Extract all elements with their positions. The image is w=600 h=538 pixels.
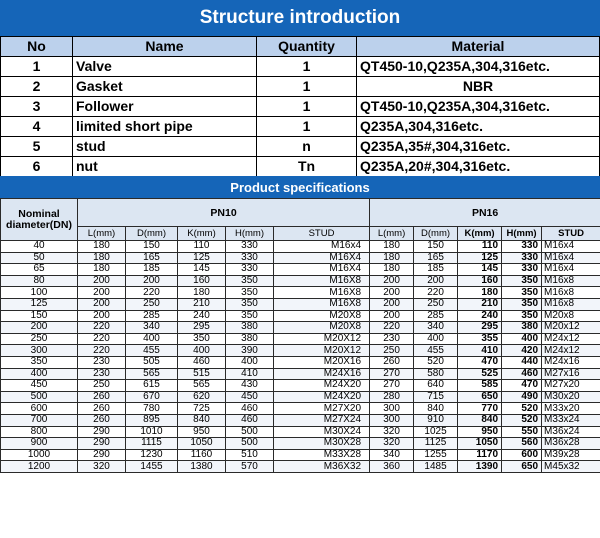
pn16-d-cell: 250	[414, 298, 458, 310]
part-material: QT450-10,Q235A,304,316etc.	[357, 97, 600, 117]
pn10-h-cell: 380	[226, 333, 274, 345]
pn16-h-cell: 330	[502, 252, 542, 264]
pn16-d-cell: 1255	[414, 449, 458, 461]
part-quantity: 1	[257, 97, 357, 117]
part-name: Follower	[73, 97, 257, 117]
pn10-d-cell: 1010	[126, 426, 178, 438]
pn10-l-cell: 290	[78, 426, 126, 438]
spec-row	[1, 438, 600, 450]
pn10-d-cell: 185	[126, 264, 178, 276]
pn10-h-cell: 390	[226, 345, 274, 357]
pn10-k-cell: 295	[178, 322, 226, 334]
pn16-l-cell: 200	[370, 310, 414, 322]
pn10-stud-cell: M16X8	[274, 275, 370, 287]
dn-cell: 700	[1, 414, 78, 426]
pn16-k-cell: 470	[458, 356, 502, 368]
pn10-k-cell: 1050	[178, 438, 226, 450]
pn16-l-cell: 280	[370, 391, 414, 403]
specs-table	[0, 198, 600, 473]
pn16-l-cell: 200	[370, 275, 414, 287]
structure-row	[1, 157, 600, 177]
pn16-k-cell: 240	[458, 310, 502, 322]
pn10-stud-cell: M16X4	[274, 252, 370, 264]
pn10-stud-cell: M24X16	[274, 368, 370, 380]
pn10-k-cell: 1380	[178, 461, 226, 473]
pn10-header: PN10	[78, 199, 370, 227]
part-no: 6	[1, 157, 73, 177]
pn10-d-cell: 1455	[126, 461, 178, 473]
structure-table	[0, 36, 600, 177]
pn16-k-cell: 840	[458, 414, 502, 426]
pn16-d-cell: 185	[414, 264, 458, 276]
pn16-d-cell: 200	[414, 275, 458, 287]
dn-cell: 900	[1, 438, 78, 450]
pn16-h-cell: 560	[502, 438, 542, 450]
pn16-k-cell: 650	[458, 391, 502, 403]
pn16-k-cell: 410	[458, 345, 502, 357]
dn-cell: 300	[1, 345, 78, 357]
spec-row	[1, 461, 600, 473]
pn10-col-header: K(mm)	[178, 227, 226, 241]
pn10-col-header: L(mm)	[78, 227, 126, 241]
pn16-l-cell: 200	[370, 298, 414, 310]
dn-cell: 50	[1, 252, 78, 264]
pn16-l-cell: 320	[370, 426, 414, 438]
pn10-h-cell: 410	[226, 368, 274, 380]
part-name: Gasket	[73, 77, 257, 97]
pn16-stud-cell: M16x8	[542, 298, 600, 310]
pn10-stud-cell: M16X4	[274, 264, 370, 276]
pn10-l-cell: 260	[78, 403, 126, 415]
part-name: stud	[73, 137, 257, 157]
pn16-stud-cell: M27x16	[542, 368, 600, 380]
pn10-d-cell: 565	[126, 368, 178, 380]
pn10-l-cell: 180	[78, 252, 126, 264]
pn16-stud-cell: M16x4	[542, 264, 600, 276]
pn16-stud-cell: M33x24	[542, 414, 600, 426]
part-quantity: Tn	[257, 157, 357, 177]
pn16-l-cell: 260	[370, 356, 414, 368]
pn16-k-cell: 770	[458, 403, 502, 415]
pn10-k-cell: 125	[178, 252, 226, 264]
spec-row	[1, 403, 600, 415]
pn16-l-cell: 230	[370, 333, 414, 345]
pn10-col-header: H(mm)	[226, 227, 274, 241]
structure-row	[1, 137, 600, 157]
pn10-h-cell: 350	[226, 310, 274, 322]
dn-cell: 200	[1, 322, 78, 334]
pn16-d-cell: 340	[414, 322, 458, 334]
spec-row	[1, 426, 600, 438]
pn16-stud-cell: M45x32	[542, 461, 600, 473]
pn16-stud-cell: M24x12	[542, 345, 600, 357]
pn10-d-cell: 250	[126, 298, 178, 310]
pn16-stud-cell: M33x20	[542, 403, 600, 415]
dn-cell: 450	[1, 380, 78, 392]
pn10-stud-cell: M16X8	[274, 298, 370, 310]
pn16-h-cell: 330	[502, 264, 542, 276]
pn10-d-cell: 505	[126, 356, 178, 368]
pn16-h-cell: 490	[502, 391, 542, 403]
dn-cell: 100	[1, 287, 78, 299]
pn16-h-cell: 460	[502, 368, 542, 380]
pn10-l-cell: 220	[78, 345, 126, 357]
pn10-d-cell: 400	[126, 333, 178, 345]
specs-group-row	[1, 199, 600, 227]
header-no: No	[1, 37, 73, 57]
pn16-d-cell: 1125	[414, 438, 458, 450]
structure-row	[1, 117, 600, 137]
pn16-d-cell: 580	[414, 368, 458, 380]
dn-cell: 600	[1, 403, 78, 415]
pn16-h-cell: 350	[502, 275, 542, 287]
dn-cell: 500	[1, 391, 78, 403]
pn16-stud-cell: M36x28	[542, 438, 600, 450]
pn16-k-cell: 110	[458, 241, 502, 253]
pn10-l-cell: 200	[78, 287, 126, 299]
header-name: Name	[73, 37, 257, 57]
pn16-stud-cell: M27x20	[542, 380, 600, 392]
pn10-l-cell: 200	[78, 275, 126, 287]
pn16-h-cell: 350	[502, 310, 542, 322]
pn10-l-cell: 260	[78, 391, 126, 403]
pn10-l-cell: 200	[78, 310, 126, 322]
spec-row	[1, 368, 600, 380]
pn16-l-cell: 180	[370, 264, 414, 276]
spec-row	[1, 356, 600, 368]
pn16-stud-cell: M39x28	[542, 449, 600, 461]
nominal-header: Nominal diameter(DN)	[1, 199, 78, 241]
pn10-h-cell: 330	[226, 241, 274, 253]
pn16-stud-cell: M16x8	[542, 287, 600, 299]
part-no: 1	[1, 57, 73, 77]
pn16-k-cell: 1170	[458, 449, 502, 461]
pn10-k-cell: 145	[178, 264, 226, 276]
pn16-h-cell: 440	[502, 356, 542, 368]
pn10-h-cell: 330	[226, 252, 274, 264]
pn10-k-cell: 1160	[178, 449, 226, 461]
pn16-d-cell: 220	[414, 287, 458, 299]
pn10-d-cell: 1230	[126, 449, 178, 461]
part-material: Q235A,20#,304,316etc.	[357, 157, 600, 177]
pn16-stud-cell: M36x24	[542, 426, 600, 438]
header-quantity: Quantity	[257, 37, 357, 57]
pn10-k-cell: 515	[178, 368, 226, 380]
header-material: Material	[357, 37, 600, 57]
pn10-stud-cell: M33X28	[274, 449, 370, 461]
pn10-h-cell: 380	[226, 322, 274, 334]
dn-cell: 250	[1, 333, 78, 345]
pn10-d-cell: 285	[126, 310, 178, 322]
pn16-d-cell: 1025	[414, 426, 458, 438]
spec-row	[1, 414, 600, 426]
pn16-col-header: L(mm)	[370, 227, 414, 241]
pn10-h-cell: 570	[226, 461, 274, 473]
spec-row	[1, 310, 600, 322]
pn16-h-cell: 650	[502, 461, 542, 473]
spec-row	[1, 391, 600, 403]
pn10-stud-cell: M36X32	[274, 461, 370, 473]
pn16-l-cell: 200	[370, 287, 414, 299]
pn10-d-cell: 220	[126, 287, 178, 299]
pn10-h-cell: 500	[226, 426, 274, 438]
dn-cell: 150	[1, 310, 78, 322]
spec-row	[1, 264, 600, 276]
pn10-stud-cell: M27X20	[274, 403, 370, 415]
pn10-h-cell: 430	[226, 380, 274, 392]
pn16-d-cell: 910	[414, 414, 458, 426]
part-material: QT450-10,Q235A,304,316etc.	[357, 57, 600, 77]
pn16-k-cell: 950	[458, 426, 502, 438]
pn16-stud-cell: M24x12	[542, 333, 600, 345]
pn16-k-cell: 125	[458, 252, 502, 264]
pn16-h-cell: 400	[502, 333, 542, 345]
pn10-stud-cell: M20X12	[274, 333, 370, 345]
pn16-l-cell: 180	[370, 252, 414, 264]
pn10-l-cell: 230	[78, 356, 126, 368]
pn16-col-header: H(mm)	[502, 227, 542, 241]
pn16-k-cell: 585	[458, 380, 502, 392]
part-name: nut	[73, 157, 257, 177]
pn10-stud-cell: M16x4	[274, 241, 370, 253]
pn16-d-cell: 640	[414, 380, 458, 392]
pn16-stud-cell: M30x20	[542, 391, 600, 403]
part-no: 5	[1, 137, 73, 157]
pn16-k-cell: 145	[458, 264, 502, 276]
pn16-h-cell: 470	[502, 380, 542, 392]
pn16-stud-cell: M24x16	[542, 356, 600, 368]
pn10-l-cell: 290	[78, 438, 126, 450]
pn16-d-cell: 520	[414, 356, 458, 368]
pn16-l-cell: 250	[370, 345, 414, 357]
pn10-h-cell: 460	[226, 414, 274, 426]
pn16-k-cell: 355	[458, 333, 502, 345]
pn16-d-cell: 150	[414, 241, 458, 253]
dn-cell: 1200	[1, 461, 78, 473]
pn10-h-cell: 350	[226, 298, 274, 310]
pn16-d-cell: 715	[414, 391, 458, 403]
pn10-d-cell: 150	[126, 241, 178, 253]
pn16-stud-cell: M20x8	[542, 310, 600, 322]
pn10-d-cell: 340	[126, 322, 178, 334]
pn10-k-cell: 620	[178, 391, 226, 403]
pn10-k-cell: 725	[178, 403, 226, 415]
pn10-stud-cell: M20X8	[274, 310, 370, 322]
part-material: NBR	[357, 77, 600, 97]
dn-cell: 40	[1, 241, 78, 253]
pn10-stud-cell: M30X28	[274, 438, 370, 450]
pn10-h-cell: 400	[226, 356, 274, 368]
pn10-stud-cell: M27X24	[274, 414, 370, 426]
pn16-d-cell: 165	[414, 252, 458, 264]
pn10-k-cell: 350	[178, 333, 226, 345]
pn10-stud-cell: M20X8	[274, 322, 370, 334]
spec-row	[1, 380, 600, 392]
dn-cell: 125	[1, 298, 78, 310]
pn10-stud-cell: M20X12	[274, 345, 370, 357]
pn16-h-cell: 350	[502, 298, 542, 310]
spec-row	[1, 322, 600, 334]
pn16-h-cell: 550	[502, 426, 542, 438]
structure-row	[1, 97, 600, 117]
pn10-l-cell: 320	[78, 461, 126, 473]
specs-title: Product specifications	[0, 176, 600, 198]
pn10-k-cell: 950	[178, 426, 226, 438]
pn16-stud-cell: M16x8	[542, 275, 600, 287]
pn10-stud-cell: M24X20	[274, 391, 370, 403]
pn10-l-cell: 220	[78, 322, 126, 334]
spec-row	[1, 333, 600, 345]
pn10-col-header: STUD	[274, 227, 370, 241]
pn16-l-cell: 320	[370, 438, 414, 450]
pn10-k-cell: 840	[178, 414, 226, 426]
pn10-d-cell: 780	[126, 403, 178, 415]
pn16-h-cell: 600	[502, 449, 542, 461]
pn10-h-cell: 460	[226, 403, 274, 415]
spec-row	[1, 241, 600, 253]
pn16-l-cell: 300	[370, 414, 414, 426]
pn10-l-cell: 230	[78, 368, 126, 380]
pn16-d-cell: 400	[414, 333, 458, 345]
structure-title: Structure introduction	[0, 0, 600, 36]
pn10-k-cell: 160	[178, 275, 226, 287]
pn10-l-cell: 180	[78, 264, 126, 276]
pn16-h-cell: 520	[502, 403, 542, 415]
pn10-stud-cell: M30X24	[274, 426, 370, 438]
pn16-h-cell: 350	[502, 287, 542, 299]
pn10-k-cell: 210	[178, 298, 226, 310]
part-quantity: 1	[257, 57, 357, 77]
part-quantity: 1	[257, 117, 357, 137]
part-no: 3	[1, 97, 73, 117]
pn16-col-header: STUD	[542, 227, 600, 241]
pn16-col-header: K(mm)	[458, 227, 502, 241]
pn16-h-cell: 380	[502, 322, 542, 334]
part-name: Valve	[73, 57, 257, 77]
pn10-l-cell: 180	[78, 241, 126, 253]
pn10-stud-cell: M16X8	[274, 287, 370, 299]
part-material: Q235A,304,316etc.	[357, 117, 600, 137]
pn16-d-cell: 455	[414, 345, 458, 357]
pn16-h-cell: 330	[502, 241, 542, 253]
pn10-d-cell: 455	[126, 345, 178, 357]
spec-row	[1, 287, 600, 299]
pn16-l-cell: 270	[370, 368, 414, 380]
pn16-col-header: D(mm)	[414, 227, 458, 241]
part-name: limited short pipe	[73, 117, 257, 137]
pn16-d-cell: 1485	[414, 461, 458, 473]
pn10-l-cell: 200	[78, 298, 126, 310]
pn16-k-cell: 160	[458, 275, 502, 287]
part-no: 2	[1, 77, 73, 97]
pn16-stud-cell: M16x4	[542, 241, 600, 253]
pn16-l-cell: 340	[370, 449, 414, 461]
pn10-l-cell: 260	[78, 414, 126, 426]
part-material: Q235A,35#,304,316etc.	[357, 137, 600, 157]
pn16-k-cell: 1050	[458, 438, 502, 450]
pn10-h-cell: 330	[226, 264, 274, 276]
pn10-k-cell: 110	[178, 241, 226, 253]
pn16-k-cell: 210	[458, 298, 502, 310]
pn10-stud-cell: M24X20	[274, 380, 370, 392]
pn10-k-cell: 460	[178, 356, 226, 368]
pn10-d-cell: 200	[126, 275, 178, 287]
structure-row	[1, 57, 600, 77]
pn10-col-header: D(mm)	[126, 227, 178, 241]
spec-row	[1, 275, 600, 287]
pn10-k-cell: 565	[178, 380, 226, 392]
pn16-header: PN16	[370, 199, 600, 227]
pn16-stud-cell: M20x12	[542, 322, 600, 334]
pn16-d-cell: 285	[414, 310, 458, 322]
pn10-d-cell: 670	[126, 391, 178, 403]
pn16-k-cell: 180	[458, 287, 502, 299]
dn-cell: 65	[1, 264, 78, 276]
pn16-h-cell: 420	[502, 345, 542, 357]
pn16-l-cell: 270	[370, 380, 414, 392]
pn16-k-cell: 1390	[458, 461, 502, 473]
structure-header-row	[1, 37, 600, 57]
pn10-l-cell: 220	[78, 333, 126, 345]
spec-row	[1, 298, 600, 310]
dn-cell: 1000	[1, 449, 78, 461]
pn10-d-cell: 1115	[126, 438, 178, 450]
pn10-h-cell: 350	[226, 275, 274, 287]
pn16-d-cell: 840	[414, 403, 458, 415]
structure-row	[1, 77, 600, 97]
pn10-stud-cell: M20X16	[274, 356, 370, 368]
pn10-k-cell: 240	[178, 310, 226, 322]
pn16-l-cell: 180	[370, 241, 414, 253]
part-no: 4	[1, 117, 73, 137]
dn-cell: 400	[1, 368, 78, 380]
pn16-l-cell: 300	[370, 403, 414, 415]
pn16-h-cell: 520	[502, 414, 542, 426]
pn10-d-cell: 615	[126, 380, 178, 392]
dn-cell: 350	[1, 356, 78, 368]
pn10-h-cell: 350	[226, 287, 274, 299]
pn10-d-cell: 895	[126, 414, 178, 426]
pn10-l-cell: 250	[78, 380, 126, 392]
pn10-d-cell: 165	[126, 252, 178, 264]
pn10-l-cell: 290	[78, 449, 126, 461]
specs-column-row	[1, 227, 600, 241]
part-quantity: 1	[257, 77, 357, 97]
part-quantity: n	[257, 137, 357, 157]
pn10-h-cell: 500	[226, 438, 274, 450]
pn16-k-cell: 525	[458, 368, 502, 380]
pn16-k-cell: 295	[458, 322, 502, 334]
pn10-h-cell: 450	[226, 391, 274, 403]
dn-cell: 800	[1, 426, 78, 438]
pn10-k-cell: 180	[178, 287, 226, 299]
pn16-stud-cell: M16x4	[542, 252, 600, 264]
pn10-k-cell: 400	[178, 345, 226, 357]
dn-cell: 80	[1, 275, 78, 287]
spec-row	[1, 252, 600, 264]
spec-row	[1, 449, 600, 461]
pn10-h-cell: 510	[226, 449, 274, 461]
pn16-l-cell: 220	[370, 322, 414, 334]
spec-row	[1, 345, 600, 357]
pn16-l-cell: 360	[370, 461, 414, 473]
